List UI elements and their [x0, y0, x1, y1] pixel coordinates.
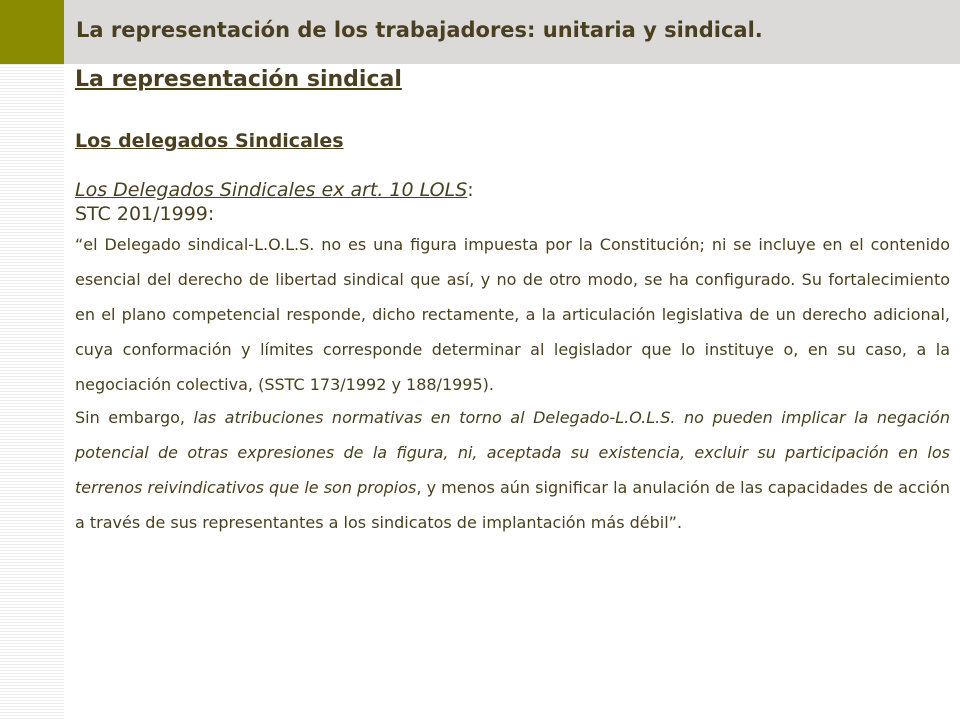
quote-paragraph: “el Delegado sindical-L.O.L.S. no es una figura impuesta por la Constitución; ni se incluye en el contenido esencial del derecho de libertad sindical que así, y no de otro modo, se ha configurado. Su fortalecimiento en el plano competencial responde, dicho rectamente, a la articulación legislativa de un derecho adicional, cuya conformación y límites corresponde determinar al legislador que lo instituye o, en su caso, a la negociación colectiva, (SSTC 173/1992 y 188/1995).: [75, 235, 950, 394]
reference-suffix: :: [467, 179, 474, 201]
para2-end: , y menos aún significar la anulación de las capacidades de acción a través de sus representantes a los sindicatos de implantación más débil”.: [75, 478, 950, 532]
stc-citation: STC 201/1999:: [75, 203, 215, 225]
slide-content: [75, 66, 950, 540]
para2-start: Sin embargo,: [75, 408, 194, 427]
legal-reference: [75, 178, 950, 202]
subsection-heading: Los delegados Sindicales: [75, 130, 344, 152]
reference-link[interactable]: Los Delegados Sindicales ex art. 10 LOLS: [75, 179, 468, 201]
second-paragraph: [75, 400, 950, 540]
para2-italic: las atribuciones normativas en torno al Delegado-L.O.L.S. no pueden implicar la negación potencial de otras expresiones de la figura, ni, aceptada su existencia, excluir su participación en los terrenos reivindicativos que le son propios: [75, 408, 950, 497]
side-stripes-decoration: [0, 64, 64, 720]
section-heading: La representación sindical: [75, 67, 402, 92]
slide-title: La representación de los trabajadores: unitaria y sindical.: [76, 18, 763, 42]
accent-block: [0, 0, 64, 64]
